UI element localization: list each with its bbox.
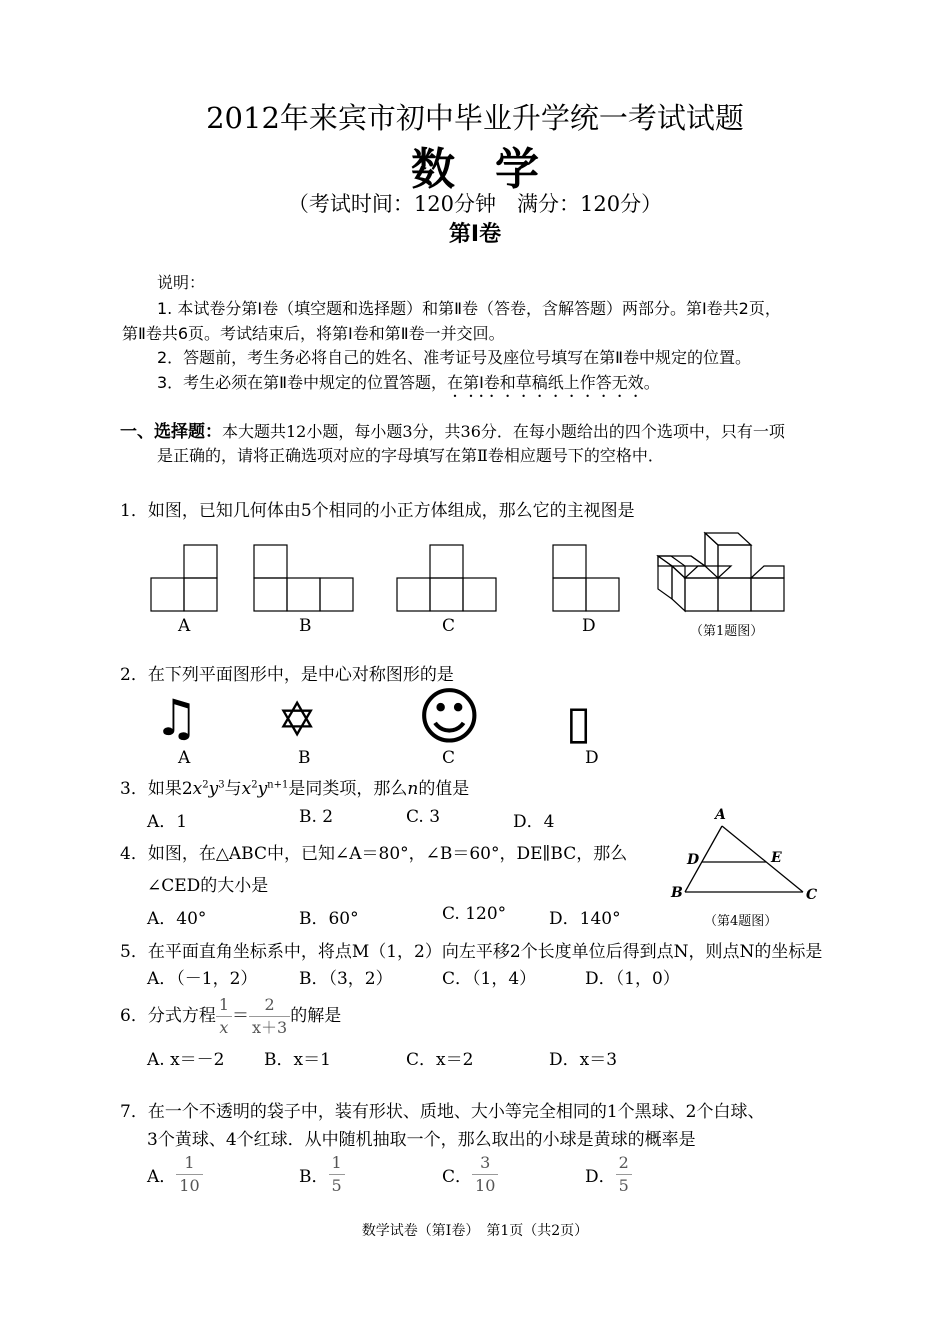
q1-option-a: A bbox=[178, 616, 191, 636]
q4-option-a: A．40° bbox=[147, 909, 207, 929]
q6-stem: 6．分式方程 $\frac{1}{x}$ ＝ $\frac{2}{x+3}$ 的解是 bbox=[120, 995, 342, 1037]
label-e: E bbox=[771, 850, 782, 866]
q3-option-c: C. 3 bbox=[406, 807, 441, 827]
q5-option-c: C．（1，4） bbox=[442, 969, 537, 989]
q5-option-a: A．（－1，2） bbox=[147, 969, 258, 989]
section-text-1: 本大题共12小题，每小题3分，共36分．在每小题给出的四个选项中，只有一项 bbox=[222, 422, 785, 441]
exam-info: （考试时间：120分钟 满分：120分） bbox=[287, 192, 663, 216]
notes-line-3-a: 3．考生必须在第Ⅱ卷中规定的位置答题， bbox=[157, 373, 448, 392]
notes-line-3-c: 。 bbox=[643, 373, 660, 392]
notes-line-1: 1. 本试卷分第Ⅰ卷（填空题和选择题）和第Ⅱ卷（答卷，含解答题）两部分。第Ⅰ卷共2页， bbox=[157, 299, 781, 318]
q5-stem: 5．在平面直角坐标系中，将点M（1，2）向左平移2个长度单位后得到点N，则点N的坐标是 bbox=[120, 942, 823, 962]
q2-option-a: A bbox=[178, 748, 191, 768]
subject-title: 数学 bbox=[411, 144, 579, 195]
notes-line-1b: 第Ⅱ卷共6页。考试结束后，将第Ⅰ卷和第Ⅱ卷一并交回。 bbox=[122, 324, 505, 343]
q2-stem: 2．在下列平面图形中，是中心对称图形的是 bbox=[120, 665, 454, 685]
q4-figure-caption: （第4题图） bbox=[704, 914, 778, 929]
exam-title: 2012年来宾市初中毕业升学统一考试试题 bbox=[206, 101, 744, 135]
q6-fraction-1: $\frac{1}{x}$ bbox=[216, 994, 232, 1039]
q2-option-c: C bbox=[442, 748, 456, 768]
q6-option-d: D．x＝3 bbox=[549, 1050, 618, 1070]
q7-option-b: B． $\frac{1}{5}$ bbox=[299, 1152, 345, 1197]
q1-option-c: C bbox=[442, 616, 456, 636]
label-a: A bbox=[715, 807, 726, 823]
q4-stem-1: 4．如图，在△ABC中，已知∠A＝80°，∠B＝60°，DE∥BC，那么 bbox=[120, 844, 628, 864]
triangle-side-ac bbox=[722, 826, 803, 892]
notes-heading: 说明： bbox=[157, 273, 206, 292]
q1-option-d: D bbox=[582, 616, 596, 636]
notes-line-2: 2．答题前，考生务必将自己的姓名、准考证号及座位号填写在第Ⅱ卷中规定的位置。 bbox=[157, 348, 752, 367]
q5-option-d: D．（1，0） bbox=[585, 969, 680, 989]
q3-option-a: A．1 bbox=[147, 812, 188, 832]
q6-option-c: C．x＝2 bbox=[406, 1050, 474, 1070]
q5-option-b: B．（3，2） bbox=[299, 969, 393, 989]
page-footer: 数学试卷（第Ⅰ卷） 第1页（共2页） bbox=[361, 1223, 589, 1239]
label-d: D bbox=[687, 852, 700, 868]
notes-line-3-emphasis: 在第Ⅰ卷和草稿纸上作答无效 bbox=[447, 373, 644, 392]
music-note-icon: ♫ bbox=[154, 689, 199, 747]
q7-option-d: D． $\frac{2}{5}$ bbox=[585, 1152, 632, 1197]
q2-option-b: B bbox=[298, 748, 311, 768]
q7-option-c: C． $\frac{3}{10}$ bbox=[442, 1152, 498, 1197]
q3-option-d: D．4 bbox=[513, 812, 555, 832]
q3-stem: 3．如果$2x^2y^3$与$x^2y^{n+1}$是同类项，那么n的值是 bbox=[120, 779, 470, 799]
section-text-2: 是正确的，请将正确选项对应的字母填写在第Ⅱ卷相应题号下的空格中． bbox=[157, 446, 664, 465]
section-label: 一、选择题： bbox=[120, 422, 222, 442]
star-of-david-icon: ✡ bbox=[277, 692, 318, 748]
rectangle-icon: ▯ bbox=[566, 695, 592, 749]
smiley-face-icon: ☺ bbox=[417, 680, 482, 753]
q6-option-a: A. x＝－2 bbox=[147, 1050, 225, 1070]
q3-option-b: B. 2 bbox=[299, 807, 334, 827]
q4-option-b: B．60° bbox=[299, 909, 359, 929]
q1-figure-caption: （第1题图） bbox=[690, 624, 764, 639]
q1-stem: 1．如图，已知几何体由5个相同的小正方体组成，那么它的主视图是 bbox=[120, 501, 635, 521]
q1-option-b: B bbox=[299, 616, 312, 636]
q4-stem-2: ∠CED的大小是 bbox=[147, 876, 269, 896]
q7-stem-1: 7．在一个不透明的袋子中，装有形状、质地、大小等完全相同的1个黑球、2个白球、 bbox=[120, 1102, 765, 1122]
q4-option-d: D．140° bbox=[549, 909, 621, 929]
q4-option-c: C. 120° bbox=[442, 904, 507, 924]
volume-title: 第Ⅰ卷 bbox=[448, 222, 502, 247]
q7-option-a: A． $\frac{1}{10}$ bbox=[147, 1152, 203, 1197]
q7-stem-2: 3个黄球、4个红球．从中随机抽取一个，那么取出的小球是黄球的概率是 bbox=[147, 1130, 696, 1150]
q6-fraction-2: $\frac{2}{x+3}$ bbox=[249, 994, 290, 1039]
q2-option-d: D bbox=[585, 748, 599, 768]
label-b: B bbox=[671, 885, 683, 901]
label-c: C bbox=[806, 887, 818, 903]
q6-option-b: B．x＝1 bbox=[264, 1050, 331, 1070]
